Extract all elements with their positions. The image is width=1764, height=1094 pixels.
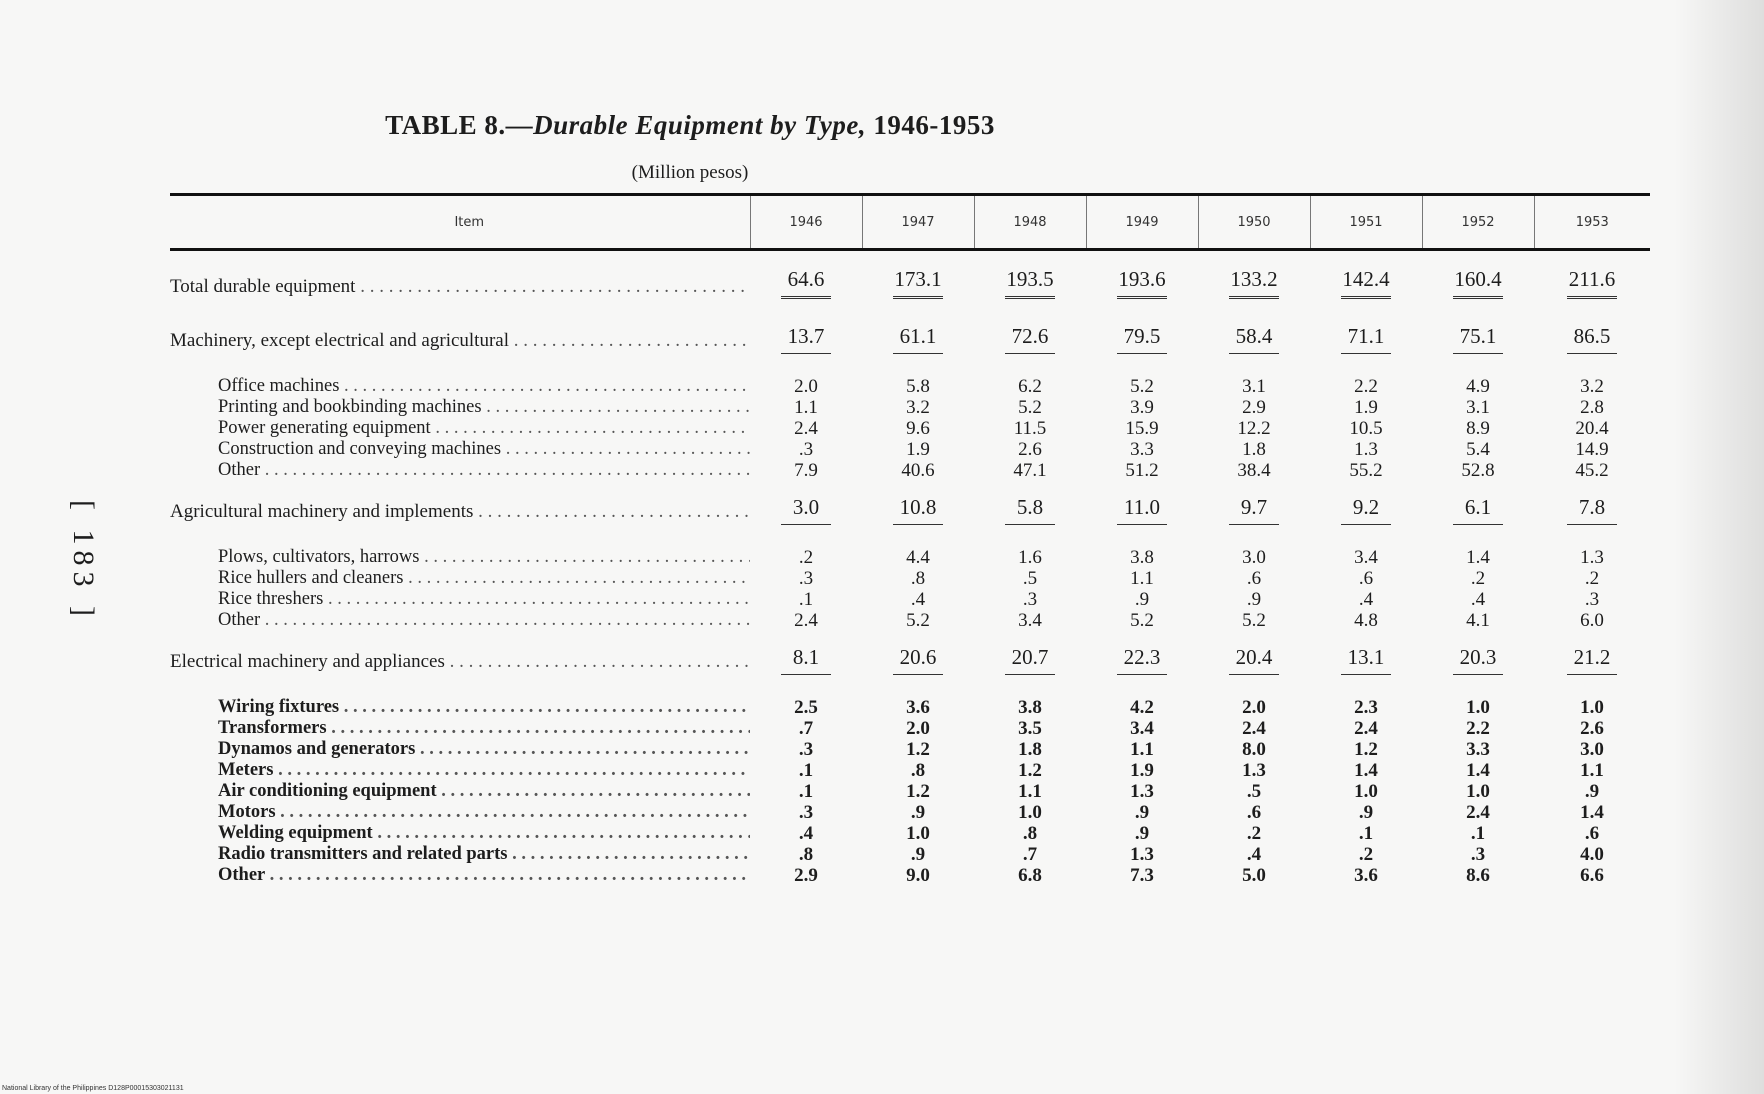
table-row: [170, 760, 1650, 781]
row-label: Motors . . .: [170, 802, 750, 823]
cell-value: .8: [910, 759, 926, 781]
cell-value: 3.3: [1466, 738, 1490, 760]
table-row: [170, 718, 1650, 739]
cell-value: 9.6: [906, 417, 930, 439]
cell-value: 5.2: [1242, 609, 1266, 631]
cell-value: 79.5: [1117, 322, 1167, 354]
cell-value: 6.1: [1453, 493, 1503, 525]
row-label: Transformers . . .: [170, 718, 750, 739]
cell-value: .3: [1022, 588, 1038, 610]
cell-value: 13.1: [1341, 643, 1391, 675]
cell-value: 173.1: [893, 265, 943, 299]
row-label: Radio transmitters and related parts . . .: [170, 844, 750, 865]
cell-value: 4.9: [1466, 375, 1490, 397]
cell-value: 1.8: [1018, 738, 1042, 760]
cell-value: .6: [1246, 801, 1262, 823]
table-row: [170, 397, 1650, 418]
header-year: 1952: [1422, 195, 1534, 250]
cell-value: 8.9: [1466, 417, 1490, 439]
header-year: 1948: [974, 195, 1086, 250]
cell-value: 193.6: [1117, 265, 1167, 299]
cell-value: 9.7: [1229, 493, 1279, 525]
row-label: Wiring fixtures . . .: [170, 683, 750, 718]
header-year: 1949: [1086, 195, 1198, 250]
cell-value: 1.1: [794, 396, 818, 418]
cell-value: 5.4: [1466, 438, 1490, 460]
cell-value: 3.4: [1130, 717, 1154, 739]
cell-value: 71.1: [1341, 322, 1391, 354]
cell-value: 2.4: [1242, 717, 1266, 739]
table-row: [170, 533, 1650, 568]
cell-value: .6: [1358, 567, 1374, 589]
cell-value: 3.4: [1018, 609, 1042, 631]
cell-value: .7: [1022, 843, 1038, 865]
table-row: [170, 439, 1650, 460]
cell-value: 2.6: [1580, 717, 1604, 739]
cell-value: 86.5: [1567, 322, 1617, 354]
cell-value: 1.0: [1018, 801, 1042, 823]
cell-value: 1.0: [1466, 780, 1490, 802]
table-row: [170, 844, 1650, 865]
cell-value: .9: [1358, 801, 1374, 823]
cell-value: .1: [1470, 822, 1486, 844]
cell-value: 72.6: [1005, 322, 1055, 354]
cell-value: .4: [1470, 588, 1486, 610]
cell-value: 4.4: [906, 546, 930, 568]
table-row: [170, 589, 1650, 610]
cell-value: 5.2: [1130, 375, 1154, 397]
cell-value: .1: [798, 759, 814, 781]
cell-value: 8.0: [1242, 738, 1266, 760]
cell-value: 133.2: [1229, 265, 1279, 299]
cell-value: .7: [798, 717, 814, 739]
cell-value: 1.4: [1466, 759, 1490, 781]
cell-value: 1.2: [906, 738, 930, 760]
cell-value: 2.4: [794, 609, 818, 631]
cell-value: .3: [798, 801, 814, 823]
cell-value: 7.9: [794, 459, 818, 481]
cell-value: 3.4: [1354, 546, 1378, 568]
cell-value: 38.4: [1237, 459, 1271, 481]
cell-value: 5.8: [1005, 493, 1055, 525]
cell-value: 3.8: [1018, 696, 1042, 718]
cell-value: 11.5: [1013, 417, 1047, 439]
cell-value: 1.8: [1242, 438, 1266, 460]
header-year: 1953: [1534, 195, 1650, 250]
cell-value: 11.0: [1117, 493, 1167, 525]
cell-value: 3.9: [1130, 396, 1154, 418]
cell-value: 1.0: [1580, 696, 1604, 718]
cell-value: 2.4: [794, 417, 818, 439]
cell-value: 4.0: [1580, 843, 1604, 865]
title-prefix: TABLE 8.—: [385, 110, 534, 140]
cell-value: 2.4: [1466, 801, 1490, 823]
cell-value: 3.2: [1580, 375, 1604, 397]
row-label: Office machines . . .: [170, 362, 750, 397]
cell-value: .9: [1134, 588, 1150, 610]
cell-value: 22.3: [1117, 643, 1167, 675]
cell-value: 1.4: [1580, 801, 1604, 823]
cell-value: .9: [910, 843, 926, 865]
table-row: [170, 460, 1650, 485]
row-label: Electrical machinery and appliances . . .: [170, 635, 750, 683]
row-label: Power generating equipment . . .: [170, 418, 750, 439]
cell-value: 1.4: [1354, 759, 1378, 781]
cell-value: 4.2: [1130, 696, 1154, 718]
cell-value: 2.2: [1466, 717, 1490, 739]
cell-value: 2.0: [794, 375, 818, 397]
cell-value: 9.2: [1341, 493, 1391, 525]
cell-value: 15.9: [1125, 417, 1159, 439]
cell-value: 2.4: [1354, 717, 1378, 739]
cell-value: .9: [1246, 588, 1262, 610]
cell-value: 52.8: [1461, 459, 1495, 481]
cell-value: .9: [1134, 822, 1150, 844]
row-label: Other . . .: [170, 865, 750, 890]
cell-value: 2.9: [794, 864, 818, 886]
cell-value: 1.3: [1242, 759, 1266, 781]
row-label: Plows, cultivators, harrows . . .: [170, 533, 750, 568]
cell-value: 1.4: [1466, 546, 1490, 568]
title-years: 1946-1953: [866, 110, 995, 140]
cell-value: 2.9: [1242, 396, 1266, 418]
cell-value: 3.8: [1130, 546, 1154, 568]
cell-value: .2: [1358, 843, 1374, 865]
cell-value: 6.2: [1018, 375, 1042, 397]
cell-value: 51.2: [1125, 459, 1159, 481]
table-row: [170, 683, 1650, 718]
cell-value: 2.0: [906, 717, 930, 739]
footer-credit: National Library of the Philippines D128P00015303021131: [2, 1085, 184, 1092]
cell-value: 3.0: [1580, 738, 1604, 760]
cell-value: 64.6: [781, 265, 831, 299]
table-row: [170, 802, 1650, 823]
cell-value: .3: [1470, 843, 1486, 865]
row-label: Other . . .: [170, 610, 750, 635]
table-row: [170, 568, 1650, 589]
cell-value: 6.8: [1018, 864, 1042, 886]
cell-value: 193.5: [1005, 265, 1055, 299]
header-row: [170, 195, 1650, 250]
table-row: [170, 610, 1650, 635]
cell-value: .8: [1022, 822, 1038, 844]
cell-value: .9: [1584, 780, 1600, 802]
table-title: [0, 110, 1380, 141]
cell-value: 20.3: [1453, 643, 1503, 675]
cell-value: .4: [798, 822, 814, 844]
cell-value: 1.6: [1018, 546, 1042, 568]
category-row-machinery: [170, 314, 1650, 362]
table-row: [170, 418, 1650, 439]
cell-value: 75.1: [1453, 322, 1503, 354]
cell-value: .9: [1134, 801, 1150, 823]
cell-value: 1.3: [1130, 843, 1154, 865]
cell-value: 58.4: [1229, 322, 1279, 354]
cell-value: 45.2: [1575, 459, 1609, 481]
cell-value: .4: [1246, 843, 1262, 865]
cell-value: 20.6: [893, 643, 943, 675]
cell-value: 3.3: [1130, 438, 1154, 460]
cell-value: .5: [1022, 567, 1038, 589]
cell-value: .1: [798, 780, 814, 802]
cell-value: .3: [798, 738, 814, 760]
row-label: Rice threshers . . .: [170, 589, 750, 610]
cell-value: 3.6: [906, 696, 930, 718]
cell-value: .3: [798, 567, 814, 589]
table-row: [170, 739, 1650, 760]
cell-value: .1: [1358, 822, 1374, 844]
table-row: [170, 823, 1650, 844]
cell-value: 7.8: [1567, 493, 1617, 525]
cell-value: .2: [1584, 567, 1600, 589]
category-row-electrical: [170, 635, 1650, 683]
cell-value: 8.1: [781, 643, 831, 675]
cell-value: 8.6: [1466, 864, 1490, 886]
row-label: Other . . .: [170, 460, 750, 485]
cell-value: 47.1: [1013, 459, 1047, 481]
cell-value: 1.1: [1018, 780, 1042, 802]
category-row-agricultural: [170, 485, 1650, 533]
cell-value: .5: [1246, 780, 1262, 802]
cell-value: .6: [1584, 822, 1600, 844]
cell-value: .4: [910, 588, 926, 610]
cell-value: 40.6: [901, 459, 935, 481]
row-label: Machinery, except electrical and agricultural . . .: [170, 314, 750, 362]
page-edge-shadow: [1674, 0, 1764, 1094]
cell-value: 3.5: [1018, 717, 1042, 739]
cell-value: 1.9: [906, 438, 930, 460]
cell-value: 5.2: [906, 609, 930, 631]
cell-value: 3.0: [1242, 546, 1266, 568]
cell-value: .9: [910, 801, 926, 823]
cell-value: 13.7: [781, 322, 831, 354]
cell-value: 1.0: [906, 822, 930, 844]
cell-value: 20.4: [1229, 643, 1279, 675]
cell-value: 14.9: [1575, 438, 1609, 460]
cell-value: 1.1: [1130, 567, 1154, 589]
cell-value: .3: [1584, 588, 1600, 610]
cell-value: 2.3: [1354, 696, 1378, 718]
cell-value: .2: [1470, 567, 1486, 589]
cell-value: 1.3: [1130, 780, 1154, 802]
cell-value: 2.0: [1242, 696, 1266, 718]
row-label: Rice hullers and cleaners . . .: [170, 568, 750, 589]
cell-value: 1.9: [1130, 759, 1154, 781]
cell-value: 5.2: [1130, 609, 1154, 631]
cell-value: 2.5: [794, 696, 818, 718]
row-label: Construction and conveying machines . . .: [170, 439, 750, 460]
cell-value: 2.2: [1354, 375, 1378, 397]
cell-value: 6.0: [1580, 609, 1604, 631]
row-label: Printing and bookbinding machines . . .: [170, 397, 750, 418]
cell-value: 55.2: [1349, 459, 1383, 481]
cell-value: 1.0: [1466, 696, 1490, 718]
cell-value: 5.2: [1018, 396, 1042, 418]
cell-value: 160.4: [1453, 265, 1503, 299]
row-label: Air conditioning equipment . . .: [170, 781, 750, 802]
cell-value: 1.2: [906, 780, 930, 802]
row-label: Agricultural machinery and implements . . .: [170, 485, 750, 533]
cell-value: .8: [798, 843, 814, 865]
cell-value: 1.3: [1354, 438, 1378, 460]
page-number: [ 183 ]: [67, 500, 100, 622]
table-row: [170, 865, 1650, 890]
header-item: Item: [170, 195, 750, 250]
cell-value: 9.0: [906, 864, 930, 886]
cell-value: .8: [910, 567, 926, 589]
total-row: [170, 250, 1650, 314]
cell-value: 21.2: [1567, 643, 1617, 675]
cell-value: .4: [1358, 588, 1374, 610]
title-emphasis: Durable Equipment by Type,: [533, 110, 867, 140]
cell-value: .3: [798, 438, 814, 460]
cell-value: 1.2: [1354, 738, 1378, 760]
cell-value: 1.3: [1580, 546, 1604, 568]
durable-equipment-table: [170, 193, 1650, 890]
cell-value: 1.0: [1354, 780, 1378, 802]
header-year: 1950: [1198, 195, 1310, 250]
cell-value: 1.1: [1580, 759, 1604, 781]
cell-value: 20.4: [1575, 417, 1609, 439]
cell-value: .2: [1246, 822, 1262, 844]
cell-value: .1: [798, 588, 814, 610]
cell-value: 10.8: [893, 493, 943, 525]
cell-value: 142.4: [1341, 265, 1391, 299]
cell-value: 5.8: [906, 375, 930, 397]
cell-value: 20.7: [1005, 643, 1055, 675]
cell-value: .2: [798, 546, 814, 568]
cell-value: 3.2: [906, 396, 930, 418]
header-year: 1947: [862, 195, 974, 250]
cell-value: .6: [1246, 567, 1262, 589]
row-label: Total durable equipment . . .: [170, 250, 750, 314]
cell-value: 7.3: [1130, 864, 1154, 886]
cell-value: 12.2: [1237, 417, 1271, 439]
cell-value: 211.6: [1567, 265, 1617, 299]
cell-value: 3.6: [1354, 864, 1378, 886]
cell-value: 1.1: [1130, 738, 1154, 760]
cell-value: 1.2: [1018, 759, 1042, 781]
cell-value: 4.1: [1466, 609, 1490, 631]
cell-value: 4.8: [1354, 609, 1378, 631]
cell-value: 61.1: [893, 322, 943, 354]
table-row: [170, 362, 1650, 397]
table-row: [170, 781, 1650, 802]
cell-value: 1.9: [1354, 396, 1378, 418]
cell-value: 5.0: [1242, 864, 1266, 886]
cell-value: 2.8: [1580, 396, 1604, 418]
row-label: Dynamos and generators . . .: [170, 739, 750, 760]
row-label: Meters . . .: [170, 760, 750, 781]
header-year: 1951: [1310, 195, 1422, 250]
cell-value: 3.1: [1466, 396, 1490, 418]
units-subtitle: (Million pesos): [631, 162, 749, 183]
cell-value: 3.0: [781, 493, 831, 525]
cell-value: 10.5: [1349, 417, 1383, 439]
header-year: 1946: [750, 195, 862, 250]
cell-value: 2.6: [1018, 438, 1042, 460]
row-label: Welding equipment . . .: [170, 823, 750, 844]
cell-value: 6.6: [1580, 864, 1604, 886]
cell-value: 3.1: [1242, 375, 1266, 397]
